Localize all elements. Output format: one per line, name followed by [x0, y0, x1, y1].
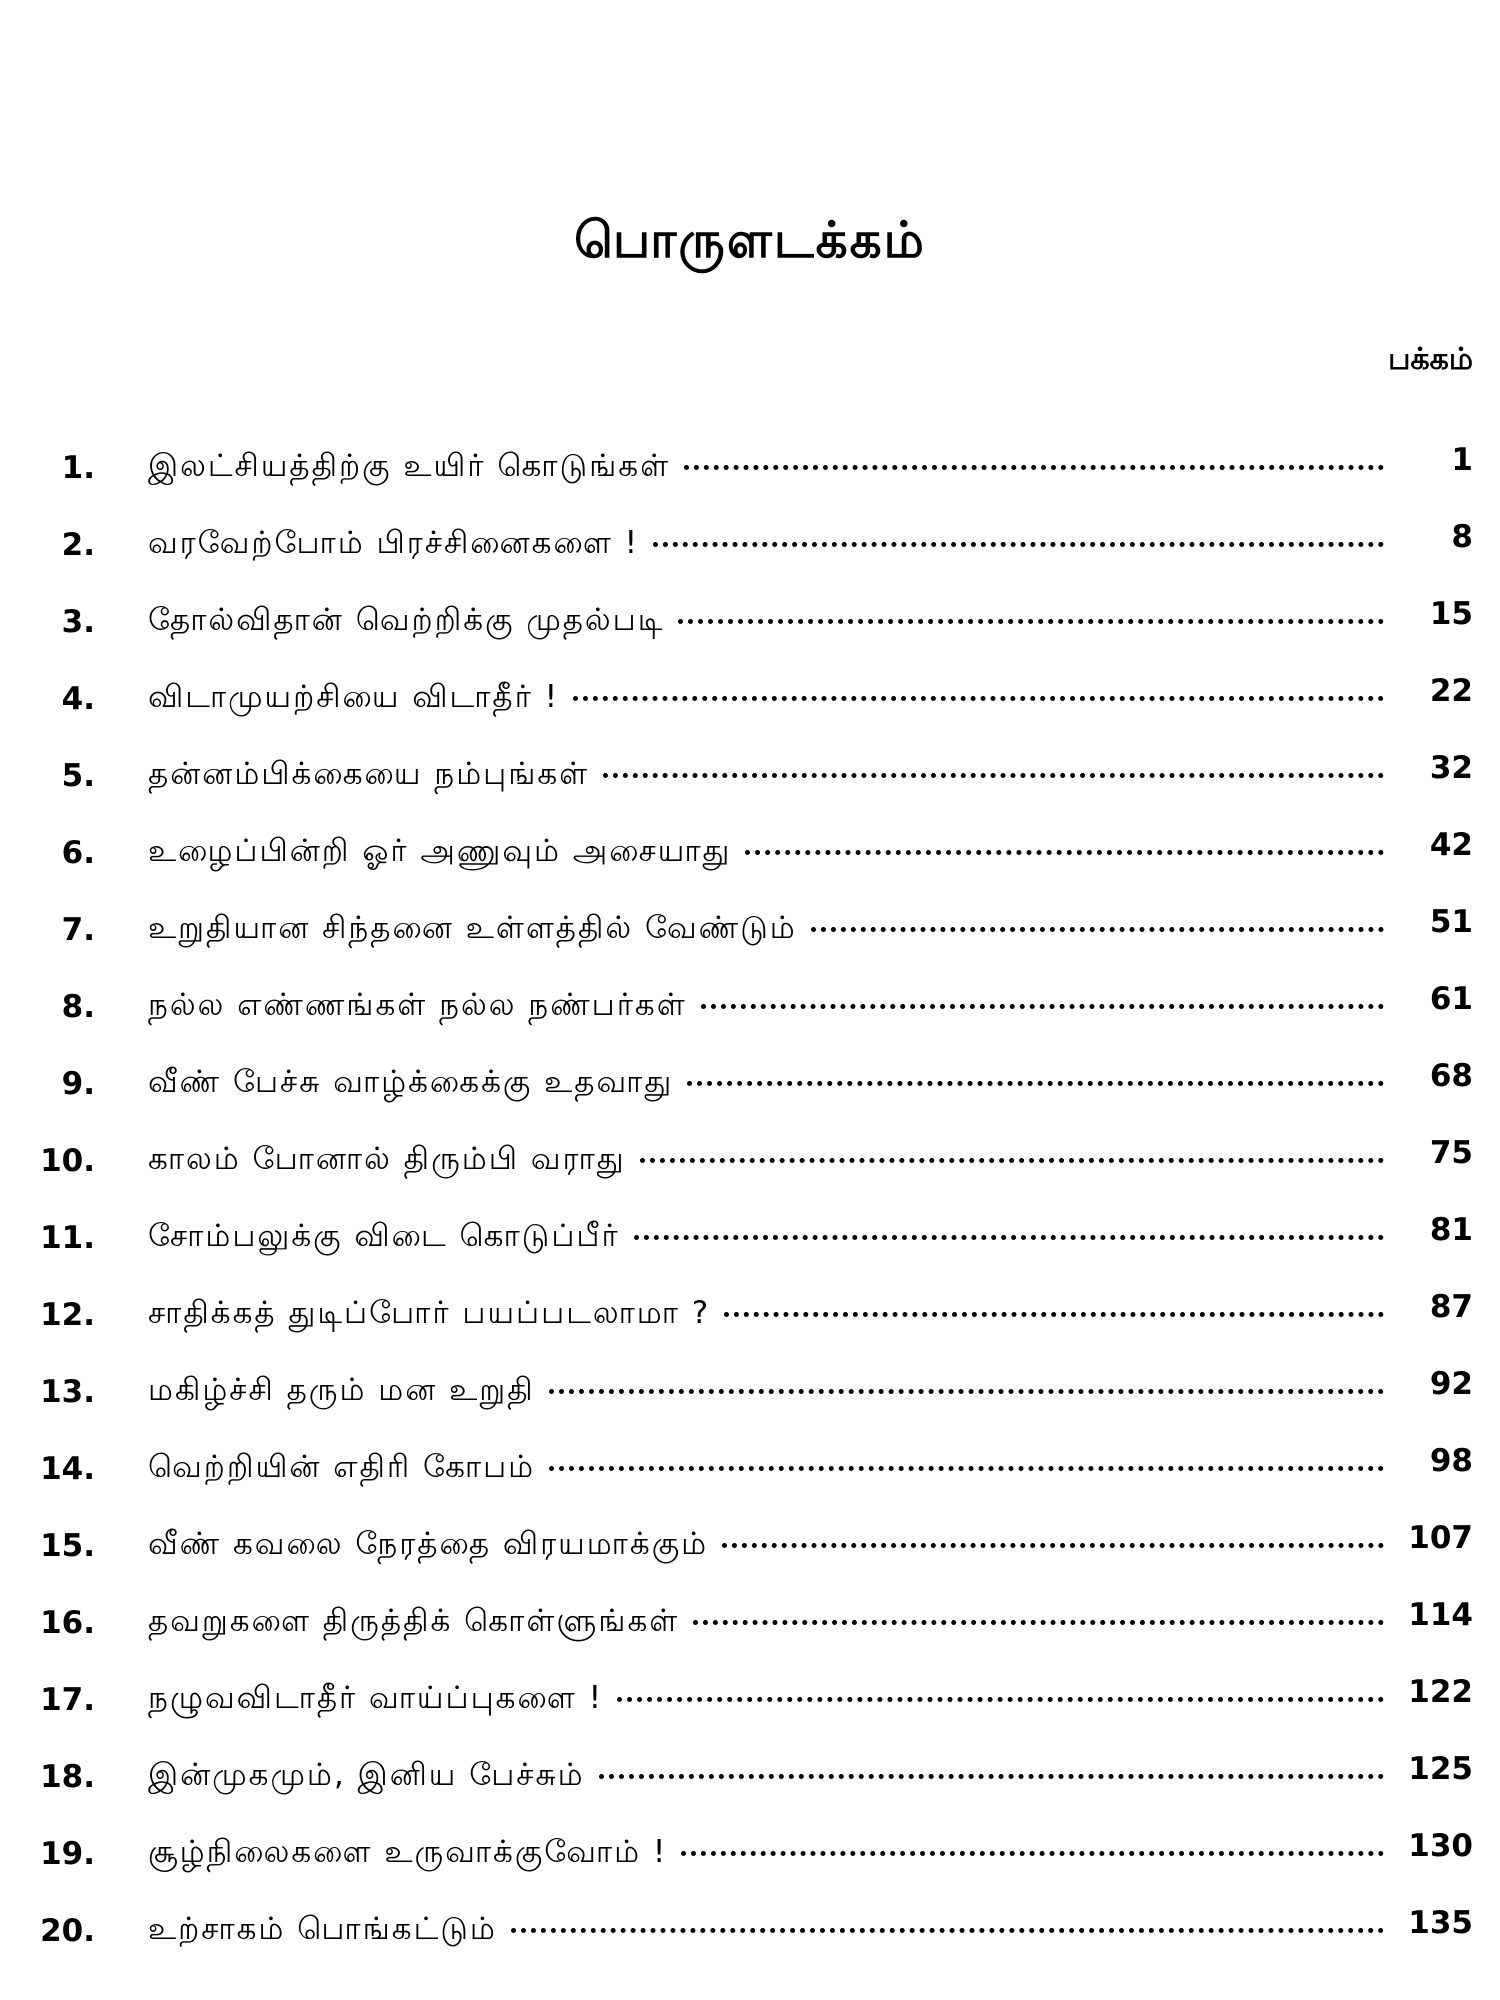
entry-title-line	[148, 1214, 1388, 1258]
dot-leader	[511, 1928, 1384, 1933]
entry-title-line	[148, 983, 1388, 1027]
entry-number: 12.	[40, 1297, 95, 1333]
dot-leader	[617, 1697, 1384, 1702]
entry-title: இலட்சியத்திற்கு உயிர் கொடுங்கள்	[148, 448, 671, 484]
entry-number: 17.	[40, 1682, 95, 1718]
dot-leader	[549, 1466, 1384, 1471]
entry-page-number: 87	[1429, 1289, 1473, 1325]
entry-title-line	[148, 829, 1388, 873]
entry-number: 14.	[40, 1451, 95, 1487]
entry-title-line	[148, 1753, 1388, 1797]
entry-number: 7.	[61, 912, 95, 948]
entry-title-line	[148, 1137, 1388, 1181]
entry-page-number: 1	[1451, 442, 1473, 478]
page-column-header: பக்கம்	[1388, 342, 1473, 377]
dot-leader	[678, 619, 1384, 624]
entry-title: நல்ல எண்ணங்கள் நல்ல நண்பர்கள்	[148, 987, 687, 1023]
entry-number: 10.	[40, 1143, 95, 1179]
toc-entry	[0, 1281, 1500, 1358]
toc-entry	[0, 434, 1500, 511]
entry-page-number: 15	[1429, 596, 1473, 632]
entry-title: தன்னம்பிக்கையை நம்புங்கள்	[148, 756, 590, 792]
entry-title: நழுவவிடாதீர் வாய்ப்புகளை !	[148, 1680, 604, 1716]
entry-title: சாதிக்கத் துடிப்போர் பயப்படலாமா ?	[148, 1295, 711, 1331]
dot-leader	[653, 542, 1384, 547]
entry-title: உறுதியான சிந்தனை உள்ளத்தில் வேண்டும்	[148, 910, 797, 946]
dot-leader	[634, 1235, 1384, 1240]
entry-page-number: 114	[1408, 1597, 1473, 1633]
entry-title: விடாமுயற்சியை விடாதீர் !	[148, 679, 560, 715]
entry-title: உற்சாகம் பொங்கட்டும்	[148, 1911, 497, 1947]
entry-title: இன்முகமும், இனிய பேச்சும்	[148, 1757, 585, 1793]
entry-title: தவறுகளை திருத்திக் கொள்ளுங்கள்	[148, 1603, 680, 1639]
entry-title-line	[148, 1291, 1388, 1335]
entry-title: சோம்பலுக்கு விடை கொடுப்பீர்	[148, 1218, 620, 1254]
toc-entry	[0, 1050, 1500, 1127]
entry-number: 15.	[40, 1528, 95, 1564]
entry-title-line	[148, 1060, 1388, 1104]
entry-page-number: 130	[1408, 1828, 1473, 1864]
toc-list	[0, 434, 1500, 1974]
entry-title: சூழ்நிலைகளை உருவாக்குவோம் !	[148, 1834, 668, 1870]
dot-leader	[722, 1543, 1384, 1548]
dot-leader	[701, 1004, 1384, 1009]
entry-number: 8.	[61, 989, 95, 1025]
toc-entry	[0, 1204, 1500, 1281]
entry-page-number: 22	[1429, 673, 1473, 709]
entry-number: 18.	[40, 1759, 95, 1795]
entry-number: 2.	[61, 527, 95, 563]
toc-entry	[0, 819, 1500, 896]
entry-title-line	[148, 1522, 1388, 1566]
dot-leader	[573, 696, 1384, 701]
toc-entry	[0, 896, 1500, 973]
entry-title: மகிழ்ச்சி தரும் மன உறுதி	[148, 1372, 535, 1408]
entry-title: காலம் போனால் திரும்பி வராது	[148, 1141, 626, 1177]
entry-number: 4.	[61, 681, 95, 717]
entry-title-line	[148, 1676, 1388, 1720]
entry-number: 1.	[61, 450, 95, 486]
entry-number: 5.	[61, 758, 95, 794]
entry-number: 13.	[40, 1374, 95, 1410]
toc-entry	[0, 1666, 1500, 1743]
entry-page-number: 68	[1429, 1058, 1473, 1094]
entry-title: உழைப்பின்றி ஓர் அணுவும் அசையாது	[148, 833, 732, 869]
entry-title-line	[148, 521, 1388, 565]
dot-leader	[811, 927, 1384, 932]
entry-page-number: 42	[1429, 827, 1473, 863]
entry-page-number: 8	[1451, 519, 1473, 555]
page-title: பொருளடக்கம்	[574, 211, 926, 269]
entry-page-number: 135	[1408, 1905, 1473, 1941]
entry-title-line	[148, 752, 1388, 796]
entry-number: 11.	[40, 1220, 95, 1256]
entry-page-number: 32	[1429, 750, 1473, 786]
toc-entry	[0, 1435, 1500, 1512]
entry-page-number: 98	[1429, 1443, 1473, 1479]
entry-page-number: 51	[1429, 904, 1473, 940]
entry-title-line	[148, 1368, 1388, 1412]
entry-title-line	[148, 444, 1388, 488]
entry-page-number: 125	[1408, 1751, 1473, 1787]
entry-number: 16.	[40, 1605, 95, 1641]
entry-page-number: 81	[1429, 1212, 1473, 1248]
entry-page-number: 122	[1408, 1674, 1473, 1710]
toc-entry	[0, 511, 1500, 588]
entry-title: வீண் பேச்சு வாழ்க்கைக்கு உதவாது	[148, 1064, 674, 1100]
toc-entry	[0, 1127, 1500, 1204]
dot-leader	[603, 773, 1384, 778]
entry-page-number: 107	[1408, 1520, 1473, 1556]
entry-title: வீண் கவலை நேரத்தை விரயமாக்கும்	[148, 1526, 709, 1562]
dot-leader	[687, 1081, 1384, 1086]
toc-entry	[0, 742, 1500, 819]
toc-entry	[0, 1743, 1500, 1820]
dot-leader	[745, 850, 1384, 855]
entry-title-line	[148, 1830, 1388, 1874]
entry-title: வெற்றியின் எதிரி கோபம்	[148, 1449, 536, 1485]
dot-leader	[724, 1312, 1384, 1317]
entry-number: 3.	[61, 604, 95, 640]
entry-title: தோல்விதான் வெற்றிக்கு முதல்படி	[148, 602, 665, 638]
dot-leader	[640, 1158, 1384, 1163]
dot-leader	[681, 1851, 1384, 1856]
entry-title-line	[148, 906, 1388, 950]
entry-title-line	[148, 1907, 1388, 1951]
entry-number: 20.	[40, 1913, 95, 1949]
toc-entry	[0, 1512, 1500, 1589]
entry-page-number: 61	[1429, 981, 1473, 1017]
entry-title-line	[148, 1599, 1388, 1643]
dot-leader	[549, 1389, 1384, 1394]
dot-leader	[684, 465, 1384, 470]
dot-leader	[599, 1774, 1384, 1779]
entry-title-line	[148, 675, 1388, 719]
entry-title-line	[148, 1445, 1388, 1489]
entry-page-number: 75	[1429, 1135, 1473, 1171]
toc-entry	[0, 588, 1500, 665]
toc-entry	[0, 1820, 1500, 1897]
toc-entry	[0, 1589, 1500, 1666]
entry-title: வரவேற்போம் பிரச்சினைகளை !	[148, 525, 640, 561]
dot-leader	[693, 1620, 1384, 1625]
entry-number: 6.	[61, 835, 95, 871]
toc-entry	[0, 1358, 1500, 1435]
toc-entry	[0, 665, 1500, 742]
toc-entry	[0, 973, 1500, 1050]
entry-number: 9.	[61, 1066, 95, 1102]
entry-title-line	[148, 598, 1388, 642]
entry-page-number: 92	[1429, 1366, 1473, 1402]
toc-entry	[0, 1897, 1500, 1974]
entry-number: 19.	[40, 1836, 95, 1872]
